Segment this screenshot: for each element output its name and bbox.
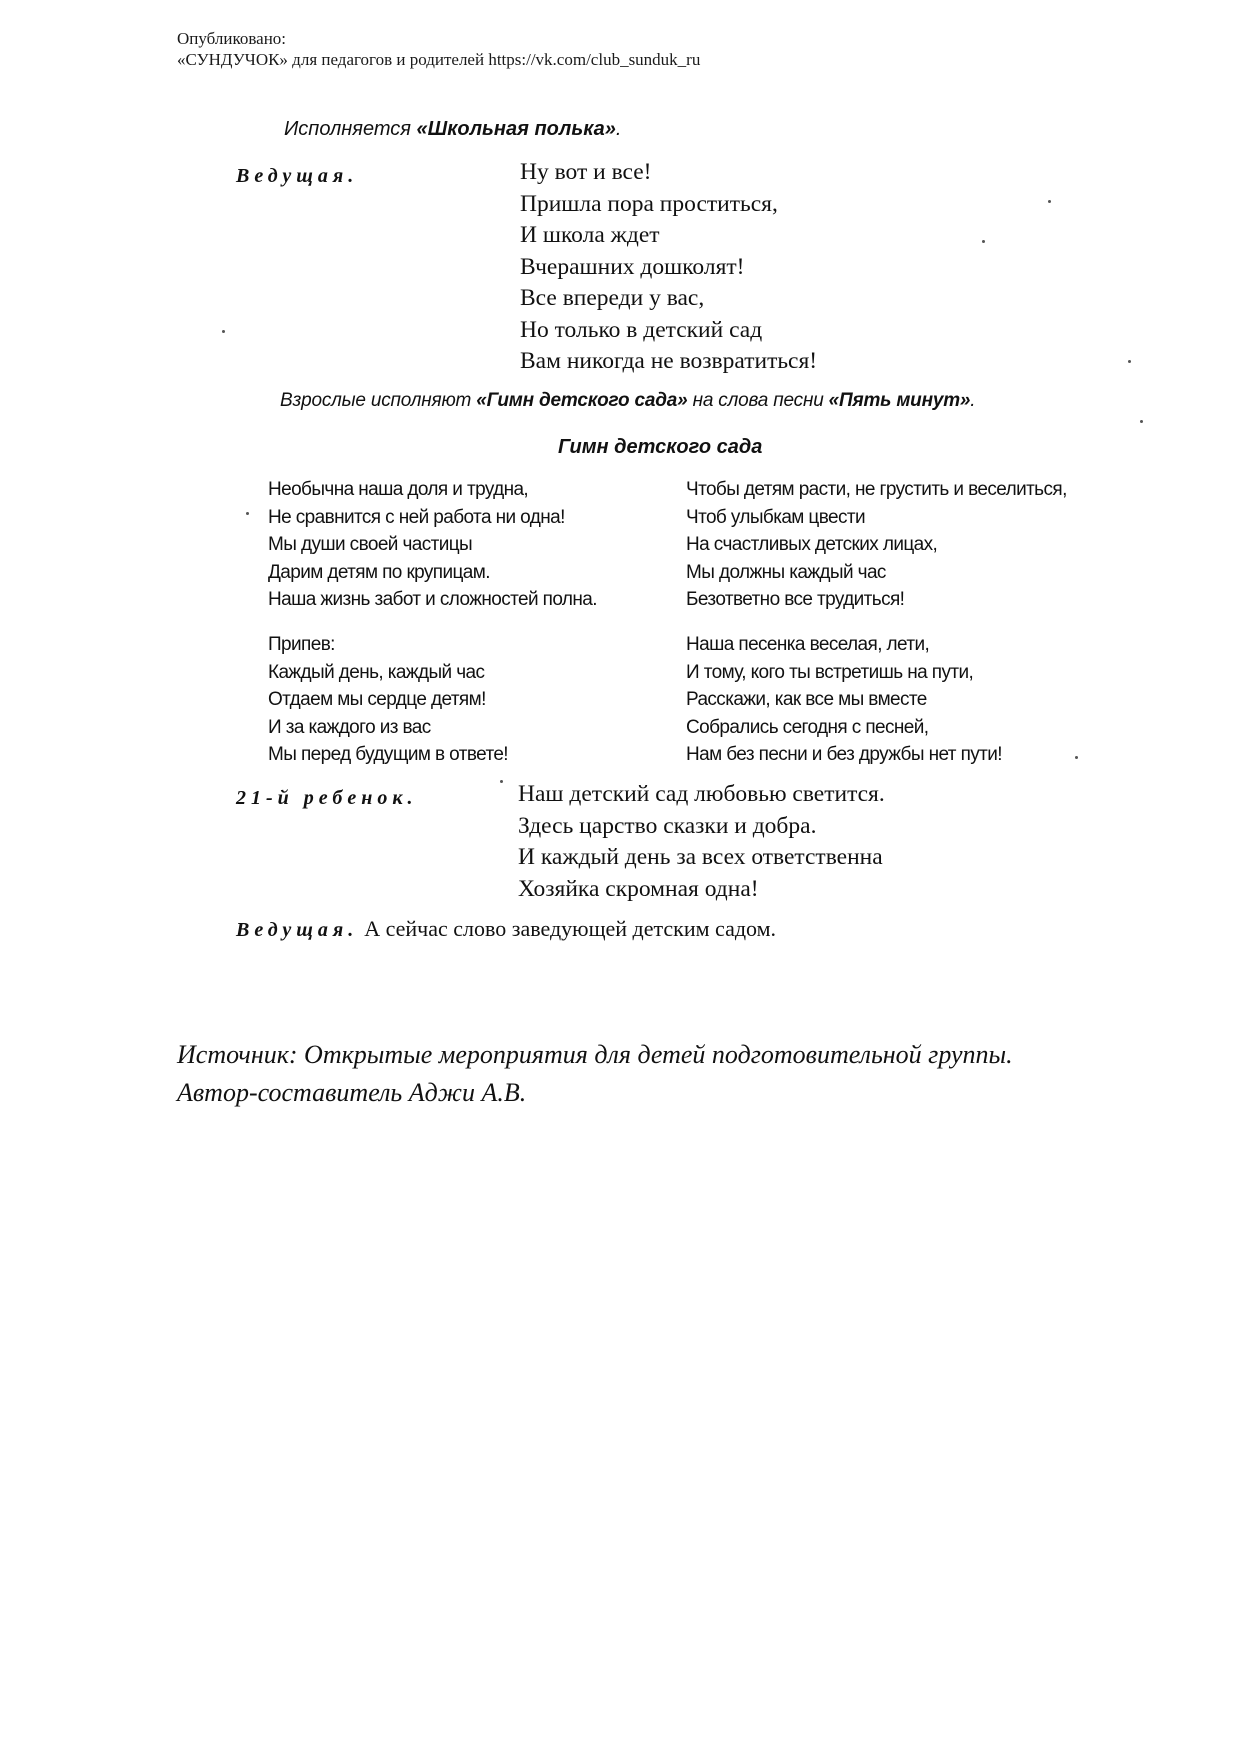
stage-direction-suffix: . [970,390,976,411]
stanza-line: На счастливых детских лицах, [686,534,938,555]
stanza-line: Мы души своей частицы [268,534,473,555]
verse-line: Ну вот и все! [520,159,652,185]
source-author: Автор-составитель Аджи А.В. [177,1078,527,1107]
scan-speck [1128,360,1131,363]
hymn-title: Гимн детского сада [558,436,763,458]
scan-speck [222,330,225,333]
stanza-line: И за каждого из вас [268,716,431,738]
stage-direction-song-title: «Школьная полька» [416,118,616,140]
stage-direction-hymn-title: «Гимн детского сада» [476,390,688,411]
hymn-chorus-right [686,631,1002,769]
scan-speck [246,512,249,515]
verse-line: Хозяйка скромная одна! [518,875,759,902]
verse-line: Пришла пора проститься, [520,190,778,217]
scan-speck [1048,200,1051,203]
stage-direction-suffix: . [615,118,622,140]
verse-line: Но только в детский сад [520,316,763,343]
child-verse [518,779,885,905]
hymn-verse-left [268,476,597,614]
verse-line: Все впереди у вас, [520,285,705,311]
stanza-line: Нам без песни и без дружбы нет пути! [686,744,1002,765]
verse-line: Наш детский сад любовью светится. [518,781,885,807]
verse-line: И каждый день за всех ответственна [518,844,883,870]
stanza-line: Каждый день, каждый час [268,661,485,683]
scan-speck [500,780,503,783]
hymn-verse-right [686,476,1067,614]
stanza-line: Отдаем мы сердце детям! [268,689,486,710]
stanza-line: Чтобы детям расти, не грустить и веселиться, [686,479,1067,500]
stanza-line: Необычна наша доля и трудна, [268,479,529,500]
stanza-line: Наша песенка веселая, лети, [686,634,930,655]
hymn-chorus-left [268,631,508,769]
stage-direction-song-name: «Пять минут» [828,390,971,411]
scan-speck [1140,420,1143,423]
stanza-line: Дарим детям по крупицам. [268,561,490,583]
stage-direction-polka [284,118,621,141]
stage-direction-hymn [280,390,975,412]
stanza-line: Припев: [268,634,335,655]
host-closing-line [236,916,776,942]
verse-line: Вчерашних дошколят! [520,253,745,280]
stanza-line: Мы должны каждый час [686,561,886,583]
host-speaker-label: Ведущая. [236,165,359,187]
stanza-line: Расскажи, как все мы вместе [686,689,927,710]
publication-source: «СУНДУЧОК» для педагогов и родителей https://vk.com/club_sunduk_ru [177,50,701,69]
source-title: Источник: Открытые мероприятия для детей подготовительной группы. [177,1040,1013,1069]
verse-line: Здесь царство сказки и добра. [518,812,817,839]
stanza-line: Не сравнится с ней работа ни одна! [268,506,565,528]
host-closing-text: А сейчас слово заведующей детским садом. [364,916,777,941]
host-verse [520,157,817,378]
stanza-line: Чтоб улыбкам цвести [686,506,865,528]
stage-direction-prefix: Взрослые исполняют [280,390,477,411]
scan-speck [982,240,985,243]
publication-label: Опубликовано: [177,29,287,48]
child-speaker-label: 21-й ребенок. [236,787,418,809]
stage-direction-middle: на слова песни [687,390,829,411]
stanza-line: Собрались сегодня с песней, [686,716,929,738]
stage-direction-prefix: Исполняется [284,118,417,140]
host-speaker-label: Ведущая. [236,919,359,941]
source-note [177,1036,1013,1112]
stanza-line: Мы перед будущим в ответе! [268,744,508,765]
verse-line: Вам никогда не возвратиться! [520,348,818,374]
stanza-line: И тому, кого ты встретишь на пути, [686,661,974,683]
stanza-line: Наша жизнь забот и сложностей полна. [268,589,597,610]
verse-line: И школа ждет [520,222,660,248]
publication-note [177,28,700,70]
scan-speck [1075,756,1078,759]
stanza-line: Безответно все трудиться! [686,589,905,610]
